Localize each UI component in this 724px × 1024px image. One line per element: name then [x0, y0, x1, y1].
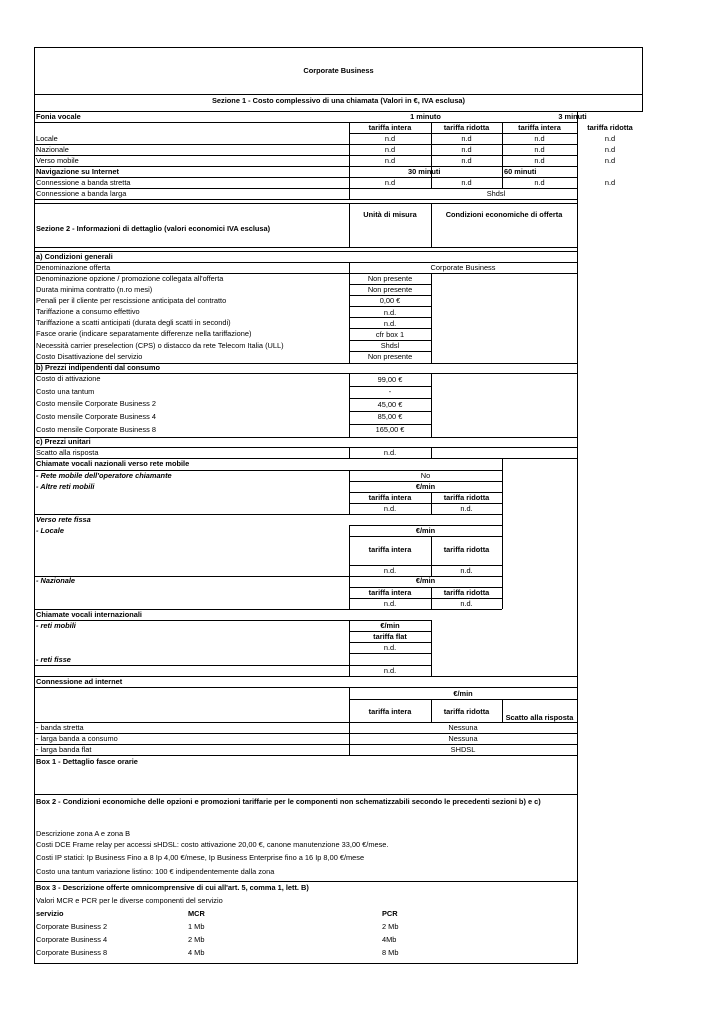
banda-larga-label: Connessione a banda larga	[36, 189, 127, 198]
int-reti-mobili-label: - reti mobili	[36, 621, 76, 630]
fissa-nazionale-unit: €/min	[415, 576, 436, 585]
a-row-label: Costo Disattivazione del servizio	[36, 352, 143, 361]
a-row-label: Durata minima contratto (n.ro mesi)	[36, 285, 153, 294]
nazionale-3min-intera: n.d	[534, 145, 545, 154]
a-row-label: Tariffazione a scatti anticipati (durata degli scatti in secondi)	[36, 318, 231, 327]
altre-reti-ridotta-value: n.d.	[460, 504, 473, 513]
stretta-60-intera: n.d	[534, 178, 545, 187]
int-reti-mobili-value: n.d.	[383, 643, 397, 652]
box3-cell-servizio: Corporate Business 2	[36, 922, 108, 931]
section2-title: Sezione 2 - Informazioni di dettaglio (valori economici IVA esclusa)	[36, 224, 271, 233]
internet-row-value: Nessuna	[448, 723, 478, 732]
internet-row-label: - larga banda flat	[36, 745, 92, 754]
three-minutes-header: 3 minuti	[558, 112, 587, 121]
box3-title: Box 3 - Descrizione offerte omnicomprensive di cui all'art. 5, comma 1, lett. B)	[36, 883, 309, 892]
a-row-value: Non presente	[367, 285, 413, 294]
box3-cell-pcr: 4Mb	[382, 935, 397, 944]
fissa-locale-tariffa-intera-header: tariffa intera	[368, 545, 412, 554]
condizioni-offerta-header: Condizioni economiche di offerta	[445, 210, 563, 219]
locale-1min-ridotta: n.d	[461, 134, 472, 143]
a-row-value: n.d.	[383, 319, 397, 328]
altre-reti-tariffa-intera-header: tariffa intera	[368, 493, 412, 502]
stretta-60-ridotta: n.d	[604, 178, 616, 187]
s1-header-tariffa-ridotta-3: tariffa ridotta	[587, 123, 633, 132]
box2-line: Descrizione zona A e zona B	[36, 829, 131, 838]
prezzi-indipendenti-header: b) Prezzi indipendenti dal consumo	[36, 363, 161, 372]
row-locale-label: Locale	[36, 134, 58, 143]
mobile-3min-ridotta: n.d	[604, 156, 616, 165]
rete-operatore-chiamante-value: No	[420, 471, 431, 480]
b-row-label: Costo di attivazione	[36, 374, 101, 383]
b-row-value: 45,00 €	[377, 400, 403, 409]
b-row-value: 85,00 €	[377, 412, 403, 421]
box3-cell-pcr: 8 Mb	[382, 948, 399, 957]
s1-header-tariffa-ridotta-1: tariffa ridotta	[443, 123, 490, 132]
box3-header-mcr: MCR	[188, 909, 205, 918]
a-row-label: Fasce orarie (indicare separatamente differenze nella tariffazione)	[36, 329, 252, 338]
a-row-value: n.d.	[383, 308, 397, 317]
box3-cell-mcr: 2 Mb	[188, 935, 205, 944]
a-row-value: Corporate Business	[430, 263, 496, 272]
box3-header-servizio: servizio	[36, 909, 64, 918]
b-row-value: -	[388, 387, 392, 396]
scatto-alla-risposta-header: Scatto alla risposta	[505, 713, 574, 722]
box2-line: Costi IP statici: Ip Business Fino a 8 Ip 4,00 €/mese, Ip Business Enterprise fino a 16 Ip 8,00 €/mese	[36, 853, 365, 862]
locale-3min-intera: n.d	[534, 134, 545, 143]
connessione-internet-header: Connessione ad internet	[36, 677, 123, 686]
mobile-1min-intera: n.d	[384, 156, 396, 165]
b-row-label: Costo mensile Corporate Business 2	[36, 399, 156, 408]
sixty-minutes-header: 60 minuti	[504, 167, 537, 176]
b-row-label: Costo mensile Corporate Business 8	[36, 425, 156, 434]
b-row-value: 99,00 €	[377, 375, 403, 384]
a-row-value: Non presente	[367, 274, 413, 283]
a-row-label: Denominazione offerta	[36, 263, 111, 272]
mobile-1min-ridotta: n.d	[461, 156, 472, 165]
tariffa-flat-header: tariffa flat	[373, 632, 407, 641]
fissa-nazionale-tariffa-intera-header: tariffa intera	[368, 588, 412, 597]
condizioni-generali-header: a) Condizioni generali	[36, 252, 113, 261]
int-reti-fisse-label: - reti fisse	[36, 655, 71, 664]
s1-header-tariffa-intera-1: tariffa intera	[368, 123, 412, 132]
box2-title: Box 2 - Condizioni economiche delle opzioni e promozioni tariffarie per le componenti non schematizzabili secondo le precedenti sezioni b) e c)	[36, 797, 541, 806]
s1-header-tariffa-intera-3: tariffa intera	[518, 123, 561, 132]
int-reti-fisse-value: n.d.	[383, 666, 397, 675]
row-verso-mobile-label: Verso mobile	[36, 156, 79, 165]
a-row-value: 0,00 €	[379, 296, 401, 305]
box3-cell-mcr: 1 Mb	[188, 922, 205, 931]
nazionali-mobile-header: Chiamate vocali nazionali verso rete mobile	[36, 459, 190, 468]
a-row-value: Shdsl	[380, 341, 400, 350]
b-row-label: Costo una tantum	[36, 387, 95, 396]
prezzi-unitari-header: c) Prezzi unitari	[36, 437, 91, 446]
section1-title: Sezione 1 - Costo complessivo di una chiamata (Valori in €, IVA esclusa)	[212, 96, 465, 105]
fonia-vocale-label: Fonia vocale	[36, 112, 81, 121]
internet-row-value: SHDSL	[450, 745, 476, 754]
a-row-label: Necessità carrier preselection (CPS) o distacco da rete Telecom Italia (ULL)	[36, 341, 284, 350]
navigazione-label: Navigazione su Internet	[36, 167, 119, 176]
b-row-label: Costo mensile Corporate Business 4	[36, 412, 156, 421]
fissa-nazionale-intera-value: n.d.	[383, 599, 397, 608]
mobile-3min-intera: n.d	[534, 156, 545, 165]
box3-cell-servizio: Corporate Business 4	[36, 935, 108, 944]
box2-line: Costi DCE Frame relay per accessi sHDSL: costo attivazione 20,00 €, canone manutenzione 33,00 €/mese.	[36, 840, 389, 849]
internet-unit: €/min	[453, 689, 473, 698]
internet-row-value: Nessuna	[448, 734, 478, 743]
altre-reti-unit: €/min	[415, 482, 436, 491]
verso-rete-fissa-header: Verso rete fissa	[36, 515, 91, 524]
altre-reti-tariffa-ridotta-header: tariffa ridotta	[443, 493, 490, 502]
banda-larga-value: Shdsl	[486, 189, 506, 198]
internet-tariffa-ridotta-header: tariffa ridotta	[443, 707, 490, 716]
stretta-30-ridotta: n.d	[461, 178, 472, 187]
fissa-locale-intera-value: n.d.	[383, 566, 397, 575]
internet-tariffa-intera-header: tariffa intera	[368, 707, 412, 716]
a-row-value: cfr box 1	[375, 330, 405, 339]
nazionale-3min-ridotta: n.d	[604, 145, 616, 154]
scatto-risposta-label: Scatto alla risposta	[36, 448, 99, 457]
one-minute-header: 1 minuto	[410, 112, 441, 121]
altre-reti-intera-value: n.d.	[383, 504, 397, 513]
box3-cell-servizio: Corporate Business 8	[36, 948, 108, 957]
row-nazionale-label: Nazionale	[36, 145, 69, 154]
fissa-nazionale-label: - Nazionale	[36, 576, 76, 585]
box1-title: Box 1 - Dettaglio fasce orarie	[36, 757, 138, 766]
fissa-nazionale-ridotta-value: n.d.	[460, 599, 473, 608]
b-row-value: 165,00 €	[375, 425, 405, 434]
locale-1min-intera: n.d	[384, 134, 396, 143]
altre-reti-mobili-label: - Altre reti mobili	[36, 482, 95, 491]
scatto-risposta-value: n.d.	[383, 448, 397, 457]
box2-line: Costo una tantum variazione listino: 100 € indipendentemente dalla zona	[36, 867, 275, 876]
box3-header-pcr: PCR	[382, 909, 398, 918]
fissa-locale-ridotta-value: n.d.	[460, 566, 473, 575]
nazionale-1min-ridotta: n.d	[461, 145, 472, 154]
thirty-minutes-header: 30 minuti	[408, 167, 441, 176]
internazionali-header: Chiamate vocali internazionali	[36, 610, 142, 619]
box3-cell-mcr: 4 Mb	[188, 948, 205, 957]
rete-operatore-chiamante-label: - Rete mobile dell'operatore chiamante	[36, 471, 172, 480]
a-row-label: Penali per il cliente per rescissione anticipata del contratto	[36, 296, 227, 305]
int-reti-mobili-unit: €/min	[380, 621, 400, 630]
banda-stretta-label: Connessione a banda stretta	[36, 178, 131, 187]
box3-subtitle: Valori MCR e PCR per le diverse componenti del servizio	[36, 896, 223, 905]
fissa-locale-tariffa-ridotta-header: tariffa ridotta	[443, 545, 490, 554]
offer-title: Corporate Business	[303, 66, 374, 75]
unita-misura-header: Unità di misura	[363, 210, 417, 219]
internet-row-label: - banda stretta	[36, 723, 84, 732]
a-row-value: Non presente	[367, 352, 413, 361]
fissa-locale-label: - Locale	[36, 526, 64, 535]
a-row-label: Denominazione opzione / promozione collegata all'offerta	[36, 274, 224, 283]
internet-row-label: - larga banda a consumo	[36, 734, 118, 743]
stretta-30-intera: n.d	[384, 178, 396, 187]
nazionale-1min-intera: n.d	[384, 145, 396, 154]
box3-cell-pcr: 2 Mb	[382, 922, 399, 931]
locale-3min-ridotta: n.d	[604, 134, 616, 143]
fissa-nazionale-tariffa-ridotta-header: tariffa ridotta	[443, 588, 490, 597]
fissa-locale-unit: €/min	[415, 526, 436, 535]
a-row-label: Tariffazione a consumo effettivo	[36, 307, 140, 316]
